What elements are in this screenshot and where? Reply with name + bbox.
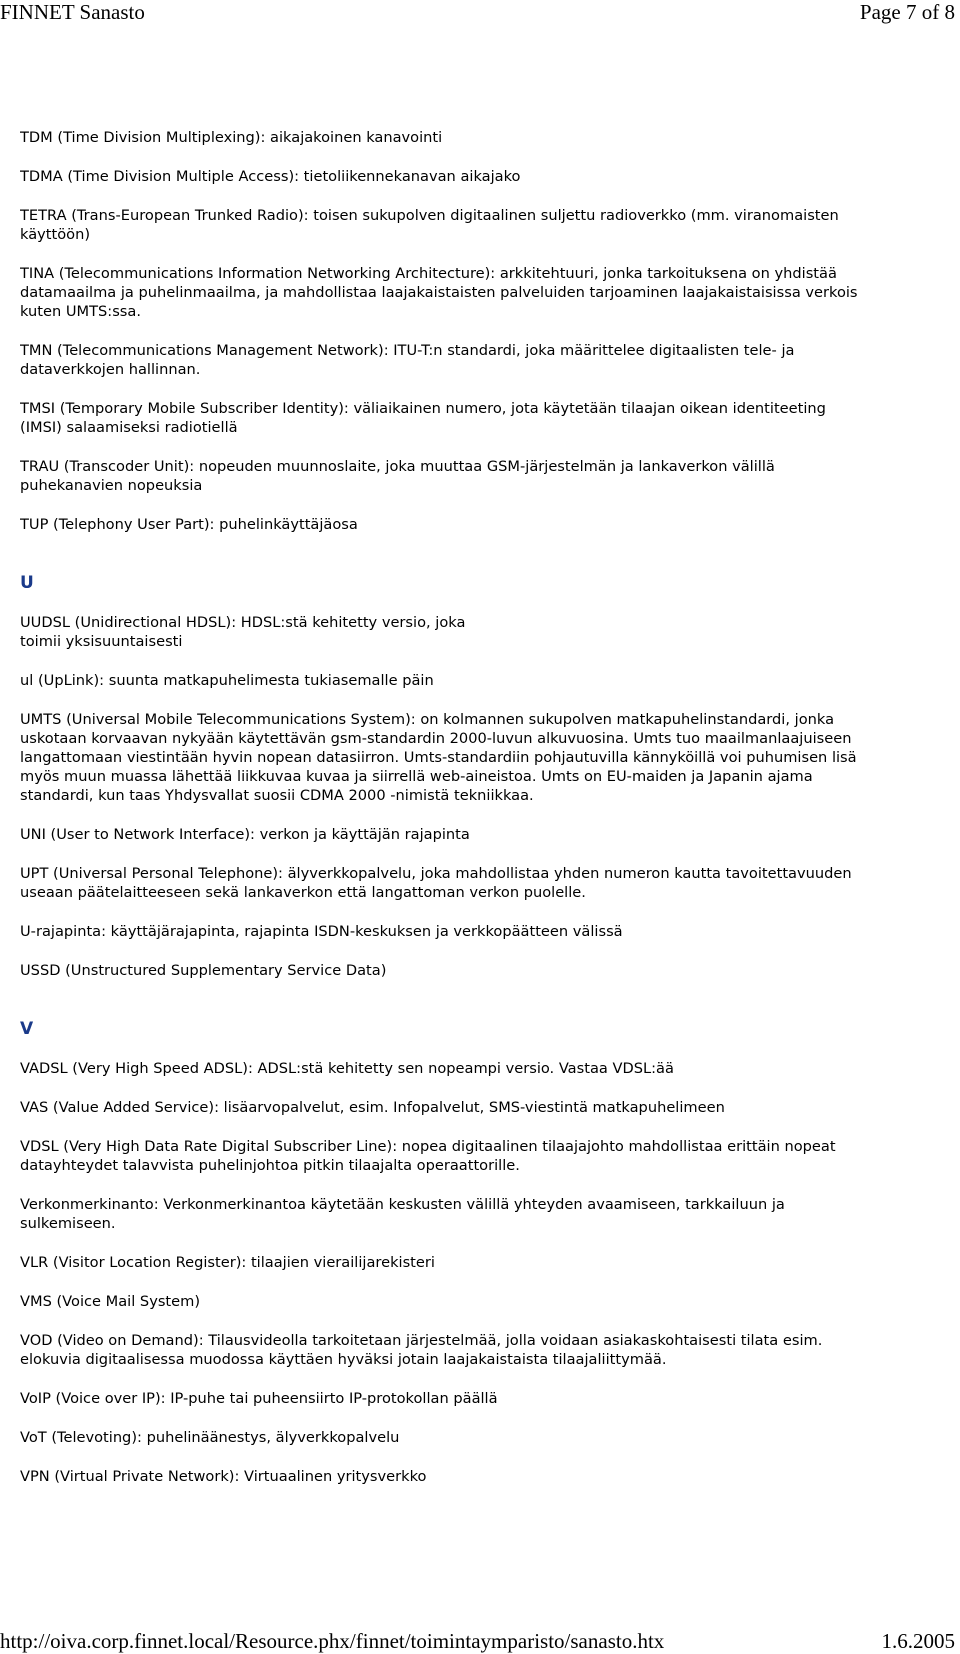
glossary-entry-line: sulkemiseen. bbox=[20, 1215, 116, 1232]
glossary-entry bbox=[20, 515, 960, 534]
document-title: FINNET Sanasto bbox=[0, 0, 145, 24]
glossary-entry bbox=[20, 613, 960, 651]
glossary-content bbox=[20, 128, 960, 1506]
glossary-entry-line: UMTS (Universal Mobile Telecommunications System): on kolmannen sukupolven matkapuhelinstandardi, jonka bbox=[20, 711, 835, 728]
glossary-entry-line: VoT (Televoting): puhelinäänestys, älyverkkopalvelu bbox=[20, 1429, 400, 1446]
glossary-entry-line: TDM (Time Division Multiplexing): aikajakoinen kanavointi bbox=[20, 129, 443, 146]
glossary-entry-line: käyttöön) bbox=[20, 226, 91, 243]
glossary-entry-line: TMSI (Temporary Mobile Subscriber Identity): väliaikainen numero, jota käytetään tilaajan oikean identiteeting bbox=[20, 400, 826, 417]
glossary-entry-line: uskotaan korvaavan nykyään käytettävän gsm-standardin 2000-luvun alkuvuosina. Umts tuo maailmanlaajuiseen bbox=[20, 730, 852, 747]
glossary-entry-line: VMS (Voice Mail System) bbox=[20, 1293, 201, 1310]
glossary-entry bbox=[20, 710, 960, 805]
glossary-entry bbox=[20, 1292, 960, 1311]
glossary-entry bbox=[20, 922, 960, 941]
glossary-entry-line: TRAU (Transcoder Unit): nopeuden muunnoslaite, joka muuttaa GSM-järjestelmän ja lankaverkon välillä bbox=[20, 458, 775, 475]
glossary-entry bbox=[20, 671, 960, 690]
glossary-entry bbox=[20, 1195, 960, 1233]
glossary-entry-line: VLR (Visitor Location Register): tilaajien vierailijarekisteri bbox=[20, 1254, 435, 1271]
page-number: Page 7 of 8 bbox=[859, 0, 955, 24]
glossary-entry bbox=[20, 1059, 960, 1078]
glossary-entry bbox=[20, 1428, 960, 1447]
glossary-entry-line: U-rajapinta: käyttäjärajapinta, rajapinta ISDN-keskuksen ja verkkopäätteen välissä bbox=[20, 923, 623, 940]
glossary-entry-line: datamaailma ja puhelinmaailma, ja mahdollistaa laajakaistaisten palveluiden tarjoaminen laajakaistaisissa verkois bbox=[20, 284, 858, 301]
glossary-entry bbox=[20, 457, 960, 495]
glossary-entry bbox=[20, 825, 960, 844]
glossary-section-t bbox=[20, 128, 960, 534]
glossary-entry-line: dataverkkojen hallinnan. bbox=[20, 361, 201, 378]
letter-heading-v: V bbox=[20, 1019, 34, 1039]
glossary-entry-line: TMN (Telecommunications Management Network): ITU-T:n standardi, joka määrittelee digitaalisten tele- ja bbox=[20, 342, 795, 359]
glossary-entry-line: ul (UpLink): suunta matkapuhelimesta tukiasemalle päin bbox=[20, 672, 434, 689]
glossary-entry bbox=[20, 399, 960, 437]
glossary-entry bbox=[20, 264, 960, 321]
glossary-entry-line: VoIP (Voice over IP): IP-puhe tai puheensiirto IP-protokollan päällä bbox=[20, 1390, 498, 1407]
print-date: 1.6.2005 bbox=[881, 1629, 955, 1653]
glossary-entry-line: langattomaan viestintään hyvin nopean datasiirron. Umts-standardiin pohjautuvilla kännyköillä voi puhumisen lisä bbox=[20, 749, 857, 766]
glossary-entry-line: datayhteydet talavvista puhelinjohtoa pitkin tilaajalta operaattorille. bbox=[20, 1157, 520, 1174]
glossary-entry bbox=[20, 961, 960, 980]
glossary-entry-line: useaan päätelaitteeseen sekä lankaverkon että langattoman verkon puolelle. bbox=[20, 884, 586, 901]
page-url: http://oiva.corp.finnet.local/Resource.phx/finnet/toimintaymparisto/sanasto.htx bbox=[0, 1629, 665, 1653]
glossary-entry-line: UUDSL (Unidirectional HDSL): HDSL:stä kehitetty versio, joka bbox=[20, 614, 466, 631]
glossary-entry-line: UPT (Universal Personal Telephone): älyverkkopalvelu, joka mahdollistaa yhden numeron kautta tavoitettavuuden bbox=[20, 865, 852, 882]
glossary-entry-line: puhekanavien nopeuksia bbox=[20, 477, 203, 494]
glossary-entry-line: USSD (Unstructured Supplementary Service Data) bbox=[20, 962, 387, 979]
glossary-entry-line: TETRA (Trans-European Trunked Radio): toisen sukupolven digitaalinen suljettu radioverkko (mm. viranomaisten bbox=[20, 207, 839, 224]
glossary-entry bbox=[20, 167, 960, 186]
glossary-entry-line: toimii yksisuuntaisesti bbox=[20, 633, 183, 650]
glossary-entry bbox=[20, 1331, 960, 1369]
glossary-entry-line: TDMA (Time Division Multiple Access): tietoliikennekanavan aikajako bbox=[20, 168, 521, 185]
glossary-entry-line: Verkonmerkinanto: Verkonmerkinantoa käytetään keskusten välillä yhteyden avaamiseen, tarkkailuun ja bbox=[20, 1196, 785, 1213]
print-header bbox=[0, 0, 960, 24]
glossary-entry-line: VDSL (Very High Data Rate Digital Subscriber Line): nopea digitaalinen tilaajajohto mahdollistaa erittäin nopeat bbox=[20, 1138, 836, 1155]
glossary-section-v bbox=[20, 1059, 960, 1486]
glossary-entry bbox=[20, 1467, 960, 1486]
glossary-entry bbox=[20, 1389, 960, 1408]
print-footer bbox=[0, 1629, 960, 1654]
glossary-entry-line: (IMSI) salaamiseksi radiotiellä bbox=[20, 419, 238, 436]
glossary-entry-line: VAS (Value Added Service): lisäarvopalvelut, esim. Infopalvelut, SMS-viestintä matkapuhelimeen bbox=[20, 1099, 725, 1116]
glossary-entry-line: UNI (User to Network Interface): verkon ja käyttäjän rajapinta bbox=[20, 826, 470, 843]
glossary-entry-line: VPN (Virtual Private Network): Virtuaalinen yritysverkko bbox=[20, 1468, 427, 1485]
glossary-entry-line: standardi, kun taas Yhdysvallat suosii CDMA 2000 -nimistä tekniikkaa. bbox=[20, 787, 534, 804]
glossary-entry bbox=[20, 341, 960, 379]
glossary-entry bbox=[20, 1253, 960, 1272]
glossary-section-u bbox=[20, 613, 960, 980]
glossary-entry-line: TINA (Telecommunications Information Networking Architecture): arkkitehtuuri, jonka tarkoituksena on yhdistää bbox=[20, 265, 837, 282]
glossary-entry-line: TUP (Telephony User Part): puhelinkäyttäjäosa bbox=[20, 516, 358, 533]
glossary-entry-line: VOD (Video on Demand): Tilausvideolla tarkoitetaan järjestelmää, jolla voidaan asiakaskohtaisesti tilata esim. bbox=[20, 1332, 823, 1349]
glossary-entry bbox=[20, 1137, 960, 1175]
glossary-entry bbox=[20, 128, 960, 147]
glossary-entry-line: elokuvia digitaalisessa muodossa käyttäen hyväksi jotain laajakaistaista tilaajaliittymää. bbox=[20, 1351, 667, 1368]
glossary-entry bbox=[20, 1098, 960, 1117]
glossary-entry-line: VADSL (Very High Speed ADSL): ADSL:stä kehitetty sen nopeampi versio. Vastaa VDSL:ää bbox=[20, 1060, 674, 1077]
glossary-entry bbox=[20, 206, 960, 244]
glossary-entry-line: kuten UMTS:ssa. bbox=[20, 303, 141, 320]
glossary-entry bbox=[20, 864, 960, 902]
letter-heading-u: U bbox=[20, 573, 34, 593]
glossary-entry-line: myös muun muassa lähettää liikkuvaa kuvaa ja siirrellä web-aineistoa. Umts on EU-maiden ja Japanin ajama bbox=[20, 768, 813, 785]
